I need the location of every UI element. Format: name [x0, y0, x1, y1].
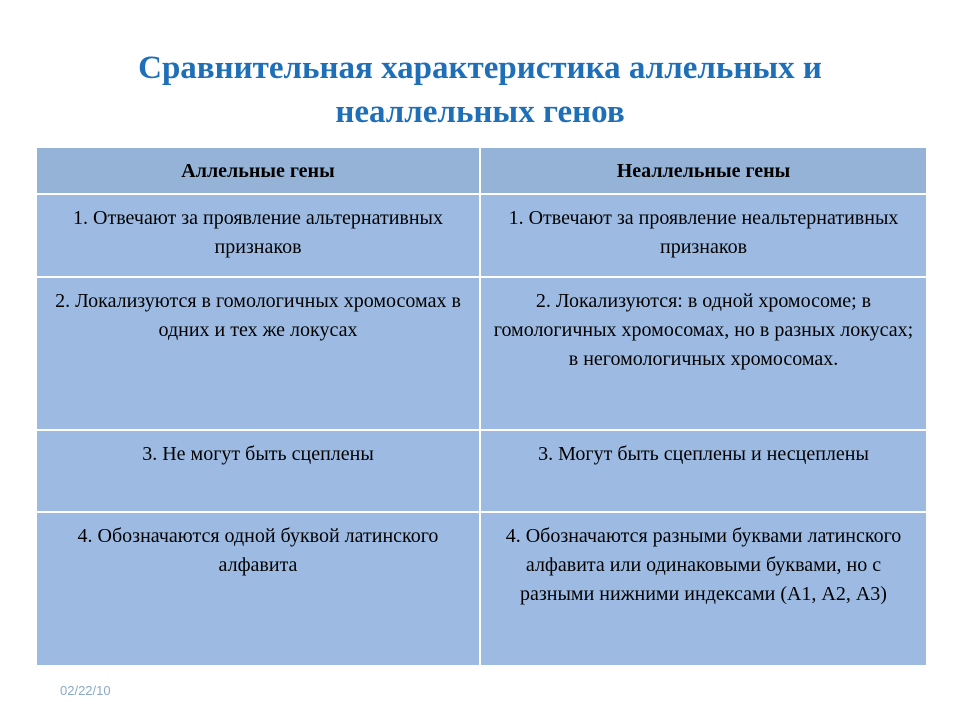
table-row: [36, 277, 927, 430]
table-cell-allelic: 1. Отвечают за проявление альтернативных признаков: [36, 194, 480, 277]
table-row: [36, 194, 927, 277]
table-cell-nonallelic: 3. Могут быть сцеплены и несцеплены: [480, 430, 927, 512]
table-cell-allelic: 4. Обозначаются одной буквой латинского алфавита: [36, 512, 480, 666]
table-cell-allelic: 2. Локализуются в гомологичных хромосомах в одних и тех же локусах: [36, 277, 480, 430]
slide-title: Сравнительная характеристика аллельных и неаллельных генов: [138, 50, 822, 130]
table-cell-allelic: 3. Не могут быть сцеплены: [36, 430, 480, 512]
table-cell-nonallelic: 4. Обозначаются разными буквами латинского алфавита или одинаковыми буквами, но с разными нижними индексами (А1, А2, А3): [480, 512, 927, 666]
table-row: [36, 512, 927, 666]
header-nonallelic-genes: Неаллельные гены: [480, 147, 927, 194]
table-row: [36, 430, 927, 512]
table-cell-nonallelic: 1. Отвечают за проявление неальтернативных признаков: [480, 194, 927, 277]
comparison-table: [35, 146, 928, 667]
table-cell-nonallelic: 2. Локализуются: в одной хромосоме; в гомологичных хромосомах, но в разных локусах; в негомологичных хромосомах.: [480, 277, 927, 430]
header-allelic-genes: Аллельные гены: [36, 147, 480, 194]
slide-date: 02/22/10: [60, 683, 111, 698]
table-header-row: [36, 147, 927, 194]
